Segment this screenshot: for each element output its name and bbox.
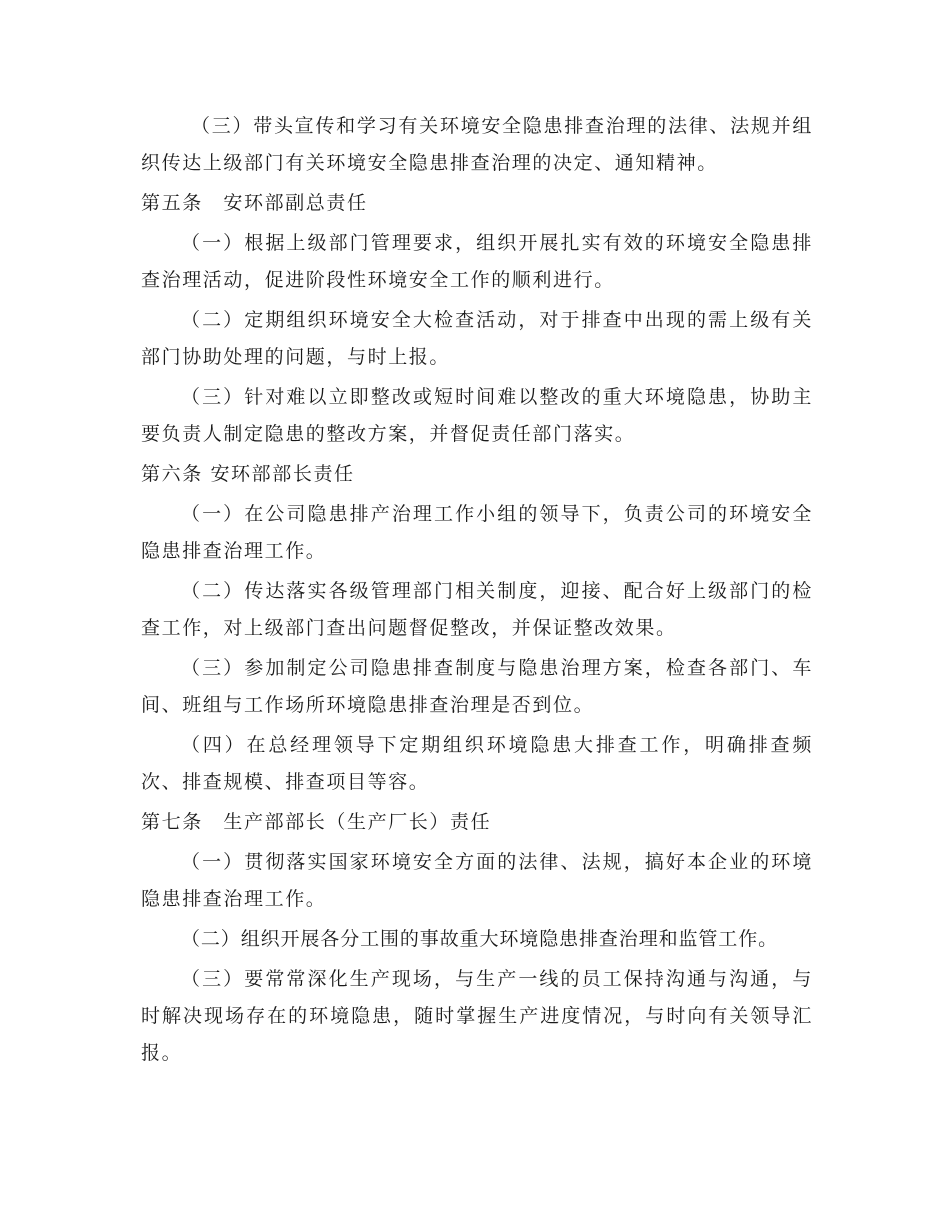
document-body bbox=[141, 108, 813, 1075]
article-7-heading: 第七条 生产部部长（生产厂长）责任 bbox=[141, 811, 492, 833]
paragraph-6-1: （一）在公司隐患排产治理工作小组的领导下，负责公司的环境安全隐患排查治理工作。 bbox=[141, 503, 813, 562]
paragraph-5-2: （二）定期组织环境安全大检查活动，对于排查中出现的需上级有关部门协助处理的问题，与时上报。 bbox=[141, 309, 813, 368]
paragraph-7-1: （一）贯彻落实国家环境安全方面的法律、法规，搞好本企业的环境隐患排查治理工作。 bbox=[141, 851, 813, 910]
paragraph-5-1: （一）根据上级部门管理要求，组织开展扎实有效的环境安全隐患排查治理活动，促进阶段性环境安全工作的顺利进行。 bbox=[141, 232, 813, 291]
paragraph-3-3: （三）带头宣传和学习有关环境安全隐患排查治理的法律、法规并组织传达上级部门有关环境安全隐患排查治理的决定、通知精神。 bbox=[141, 115, 813, 174]
paragraph-5-3: （三）针对难以立即整改或短时间难以整改的重大环境隐患，协助主要负责人制定隐患的整改方案，并督促责任部门落实。 bbox=[141, 386, 813, 445]
article-6-heading: 第六条 安环部部长责任 bbox=[141, 463, 355, 485]
article-5-heading: 第五条 安环部副总责任 bbox=[141, 192, 368, 214]
paragraph-6-2: （二）传达落实各级管理部门相关制度，迎接、配合好上级部门的检查工作，对上级部门查出问题督促整改，并保证整改效果。 bbox=[141, 580, 813, 639]
paragraph-6-3: （三）参加制定公司隐患排查制度与隐患治理方案，检查各部门、车间、班组与工作场所环境隐患排查治理是否到位。 bbox=[141, 657, 813, 716]
paragraph-7-2: （二）组织开展各分工围的事故重大环境隐患排查治理和监管工作。 bbox=[181, 928, 779, 950]
paragraph-7-3: （三）要常常深化生产现场，与生产一线的员工保持沟通与沟通，与时解决现场存在的环境隐患，随时掌握生产进度情况，与时向有关领导汇报。 bbox=[141, 968, 813, 1064]
paragraph-6-4: （四）在总经理领导下定期组织环境隐患大排查工作，明确排查频次、排查规模、排查项目等容。 bbox=[141, 734, 813, 793]
